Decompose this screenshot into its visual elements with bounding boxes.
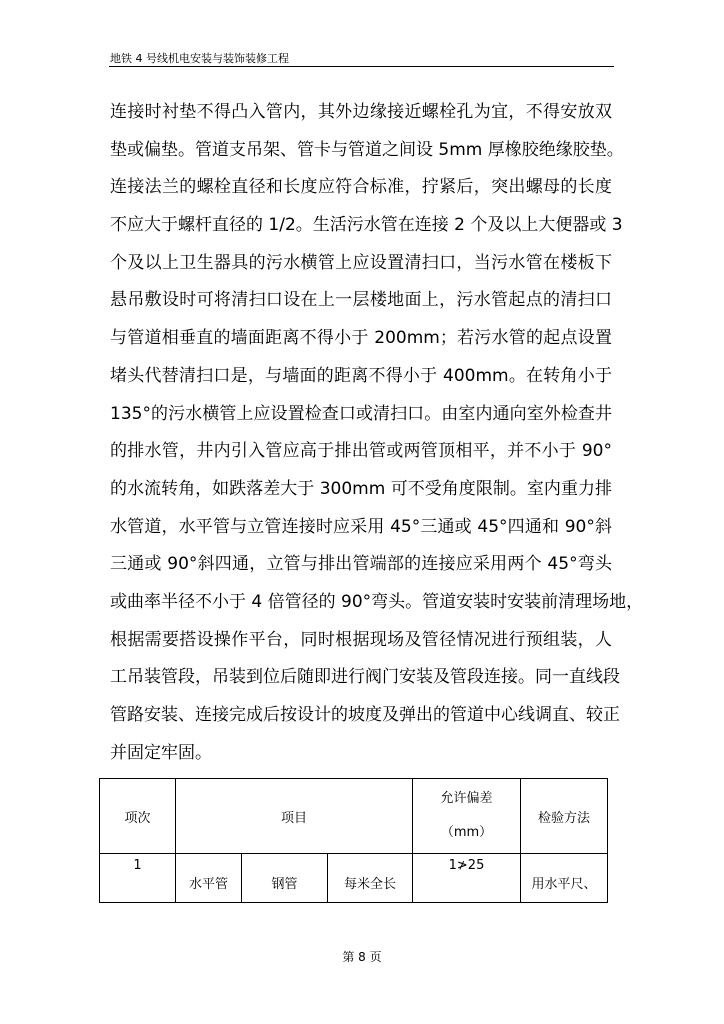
text-line: 工吊装管段，吊装到位后随即进行阀门安装及管段连接。同一直线段 [110,667,620,688]
header-tolerance-line1: 允许偏差 [440,791,493,806]
text-line: 的水流转角，如跌落差大于 300mm 可不受角度限制。室内重力排 [110,478,612,499]
header-tolerance [413,779,521,854]
text-line: 个及以上卫生器具的污水横管上应设置清扫口，当污水管在楼板下 [110,252,612,273]
text-line: 连接法兰的螺栓直径和长度应符合标准，拧紧后，突出螺母的长度 [110,177,612,198]
header-rule [109,66,614,67]
cell-method: 用水平尺、 [521,854,608,903]
text-line: 管路安装、连接完成后按设计的坡度及弹出的管道中心线调直、较正 [110,705,620,725]
document-header: 地铁 4 号线机电安装与装饰装修工程 [110,52,289,65]
text-line: 连接时衬垫不得凸入管内，其外边缘接近螺栓孔为宜，不得安放双 [110,102,612,122]
header-index: 项次 [100,779,176,854]
text-line: 并固定牢固。 [110,742,212,763]
table-row [100,854,608,903]
text-line: 不应大于螺杆直径的 1/2。生活污水管在连接 2 个及以上大便器或 3 [110,215,623,236]
header-tolerance-line2: （mm） [440,825,493,840]
header-item: 项目 [176,779,413,854]
header-method: 检验方法 [521,779,608,854]
table-header-row [100,779,608,854]
text-line: 堵头代替清扫口是，与墙面的距离不得小于 400mm。在转角小于 [110,365,612,386]
text-line: 与管道相垂直的墙面距离不得小于 200mm；若污水管的起点设置 [110,328,612,349]
cell-tolerance: 1≯25 [413,854,521,903]
cell-col2: 钢管 [242,854,328,903]
body-paragraph [110,99,644,777]
text-line: 135°的污水横管上应设置检查口或清扫口。由室内通向室外检查井 [110,403,612,424]
text-line: 三通或 90°斜四通，立管与排出管端部的连接应采用两个 45°弯头 [110,554,612,575]
page-number: 第 8 页 [342,950,382,964]
text-line: 根据需要搭设操作平台，同时根据现场及管径情况进行预组装，人 [110,629,612,650]
cell-index: 1 [100,854,176,903]
tolerance-table [99,778,608,903]
text-line: 的排水管，井内引入管应高于排出管或两管顶相平，并不小于 90° [110,441,612,462]
cell-col1: 水平管 [176,854,242,903]
text-line: 垫或偏垫。管道支吊架、管卡与管道之间设 5mm 厚橡胶绝缘胶垫。 [110,139,624,160]
cell-col3: 每米全长 [328,854,413,903]
text-line: 悬吊敷设时可将清扫口设在上一层楼地面上，污水管起点的清扫口 [110,290,612,311]
text-line: 水管道，水平管与立管连接时应采用 45°三通或 45°四通和 90°斜 [110,516,612,537]
text-line: 或曲率半径不小于 4 倍管径的 90°弯头。管道安装时安装前清理场地， [110,591,644,612]
